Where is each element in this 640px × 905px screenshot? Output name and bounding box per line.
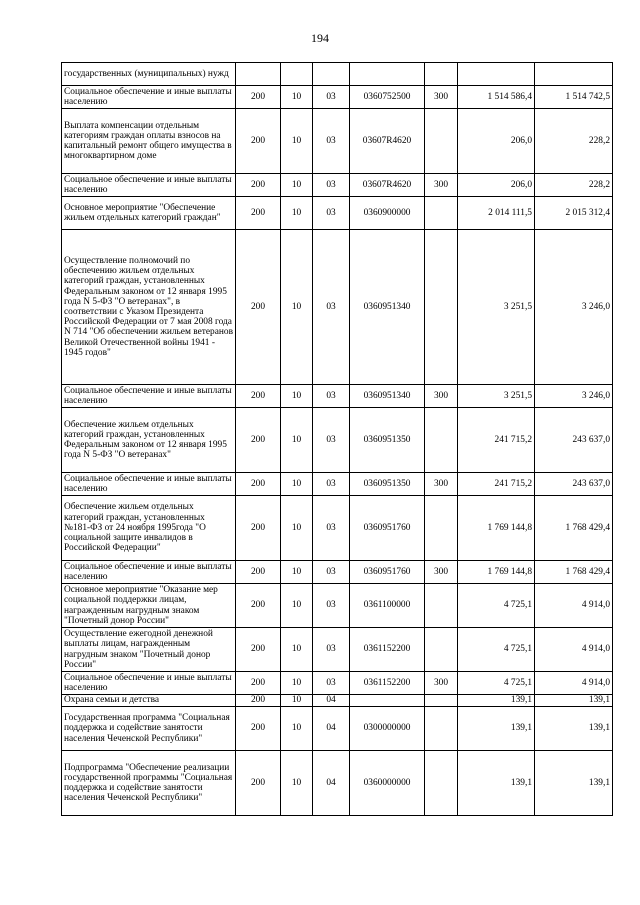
cell-expense-type xyxy=(425,628,458,672)
cell-amount-1: 1 769 144,8 xyxy=(458,561,535,584)
cell-pr: 10 xyxy=(281,230,313,385)
cell-name: Обеспечение жильем отдельных категорий граждан, установленных №181-ФЗ от 24 ноября 1995года "О социальной защите инвалидов в Российской Федерации" xyxy=(62,496,236,561)
cell-name: Охрана семьи и детства xyxy=(62,695,236,707)
cell-subsection: 03 xyxy=(313,197,350,230)
cell-amount-1: 139,1 xyxy=(458,751,535,816)
cell-amount-1 xyxy=(458,63,535,86)
cell-target-code: 0360900000 xyxy=(350,197,425,230)
cell-target-code: 0300000000 xyxy=(350,707,425,751)
cell-expense-type: 300 xyxy=(425,473,458,496)
table-row xyxy=(62,63,613,86)
table-row xyxy=(62,561,613,584)
cell-target-code xyxy=(350,695,425,707)
cell-amount-2: 3 246,0 xyxy=(535,385,613,408)
cell-amount-1: 139,1 xyxy=(458,695,535,707)
table-row xyxy=(62,672,613,695)
cell-name: Государственная программа "Социальная поддержка и содействие занятости населения Чеченской Республики" xyxy=(62,707,236,751)
cell-target-code: 0361100000 xyxy=(350,584,425,628)
cell-amount-2: 2 015 312,4 xyxy=(535,197,613,230)
cell-amount-1: 241 715,2 xyxy=(458,473,535,496)
cell-target-code: 03607R4620 xyxy=(350,174,425,197)
cell-expense-type xyxy=(425,408,458,473)
cell-amount-1: 4 725,1 xyxy=(458,672,535,695)
cell-subsection: 03 xyxy=(313,174,350,197)
cell-name: Выплата компенсации отдельным категориям граждан оплаты взносов на капитальный ремонт общего имущества в многоквартирном доме xyxy=(62,109,236,174)
cell-target-code: 0361152200 xyxy=(350,672,425,695)
cell-amount-1: 3 251,5 xyxy=(458,385,535,408)
cell-expense-type: 300 xyxy=(425,86,458,109)
cell-rz: 200 xyxy=(236,628,281,672)
cell-amount-2: 4 914,0 xyxy=(535,672,613,695)
table-row xyxy=(62,109,613,174)
cell-amount-2: 228,2 xyxy=(535,109,613,174)
cell-subsection: 04 xyxy=(313,707,350,751)
cell-pr: 10 xyxy=(281,197,313,230)
table-body xyxy=(62,63,613,816)
table-row xyxy=(62,385,613,408)
cell-rz: 200 xyxy=(236,408,281,473)
cell-target-code: 0361152200 xyxy=(350,628,425,672)
cell-rz: 200 xyxy=(236,695,281,707)
table-row xyxy=(62,496,613,561)
cell-pr xyxy=(281,63,313,86)
cell-amount-2: 139,1 xyxy=(535,695,613,707)
cell-subsection: 03 xyxy=(313,561,350,584)
table-row xyxy=(62,584,613,628)
cell-name: Основное мероприятие "Оказание мер социальной поддержки лицам, награжденным нагрудным знаком "Почетный донор России" xyxy=(62,584,236,628)
table-row xyxy=(62,197,613,230)
cell-amount-1: 139,1 xyxy=(458,707,535,751)
cell-target-code: 0360951760 xyxy=(350,561,425,584)
cell-expense-type xyxy=(425,109,458,174)
cell-target-code: 0360951350 xyxy=(350,408,425,473)
cell-pr: 10 xyxy=(281,707,313,751)
cell-amount-2: 243 637,0 xyxy=(535,408,613,473)
cell-amount-2: 4 914,0 xyxy=(535,628,613,672)
cell-target-code: 0360000000 xyxy=(350,751,425,816)
cell-target-code: 03607R4620 xyxy=(350,109,425,174)
cell-amount-1: 4 725,1 xyxy=(458,584,535,628)
cell-amount-1: 2 014 111,5 xyxy=(458,197,535,230)
cell-amount-2: 139,1 xyxy=(535,751,613,816)
cell-rz xyxy=(236,63,281,86)
cell-amount-1: 1 514 586,4 xyxy=(458,86,535,109)
cell-amount-2: 1 768 429,4 xyxy=(535,496,613,561)
budget-table xyxy=(61,62,613,816)
cell-amount-1: 206,0 xyxy=(458,174,535,197)
cell-pr: 10 xyxy=(281,408,313,473)
cell-subsection: 03 xyxy=(313,86,350,109)
cell-pr: 10 xyxy=(281,672,313,695)
cell-target-code: 0360951340 xyxy=(350,230,425,385)
cell-target-code: 0360951340 xyxy=(350,385,425,408)
cell-name: Социальное обеспечение и иные выплаты населению xyxy=(62,385,236,408)
cell-subsection: 03 xyxy=(313,672,350,695)
cell-subsection: 03 xyxy=(313,584,350,628)
cell-expense-type: 300 xyxy=(425,672,458,695)
page-number: 194 xyxy=(311,31,329,45)
cell-rz: 200 xyxy=(236,385,281,408)
cell-pr: 10 xyxy=(281,496,313,561)
cell-amount-2: 4 914,0 xyxy=(535,584,613,628)
cell-expense-type: 300 xyxy=(425,174,458,197)
cell-name: Обеспечение жильем отдельных категорий граждан, установленных Федеральным законом от 12 января 1995 года N 5-ФЗ "О ветеранах" xyxy=(62,408,236,473)
cell-pr: 10 xyxy=(281,473,313,496)
cell-subsection: 04 xyxy=(313,695,350,707)
cell-amount-2 xyxy=(535,63,613,86)
cell-amount-1: 206,0 xyxy=(458,109,535,174)
cell-amount-1: 1 769 144,8 xyxy=(458,496,535,561)
cell-pr: 10 xyxy=(281,174,313,197)
cell-amount-1: 241 715,2 xyxy=(458,408,535,473)
cell-name: Социальное обеспечение и иные выплаты населению xyxy=(62,86,236,109)
cell-name: Социальное обеспечение и иные выплаты населению xyxy=(62,473,236,496)
cell-expense-type xyxy=(425,230,458,385)
cell-amount-1: 4 725,1 xyxy=(458,628,535,672)
cell-expense-type xyxy=(425,751,458,816)
cell-target-code: 0360951760 xyxy=(350,496,425,561)
table-row xyxy=(62,695,613,707)
cell-rz: 200 xyxy=(236,473,281,496)
cell-pr: 10 xyxy=(281,751,313,816)
cell-pr: 10 xyxy=(281,109,313,174)
cell-amount-2: 243 637,0 xyxy=(535,473,613,496)
cell-rz: 200 xyxy=(236,109,281,174)
cell-amount-2: 3 246,0 xyxy=(535,230,613,385)
cell-target-code: 0360951350 xyxy=(350,473,425,496)
cell-subsection: 03 xyxy=(313,473,350,496)
table-row xyxy=(62,174,613,197)
cell-subsection: 03 xyxy=(313,109,350,174)
table-row xyxy=(62,408,613,473)
cell-expense-type xyxy=(425,496,458,561)
cell-subsection: 03 xyxy=(313,628,350,672)
table-row xyxy=(62,707,613,751)
cell-pr: 10 xyxy=(281,628,313,672)
cell-rz: 200 xyxy=(236,672,281,695)
cell-name: Подпрограмма "Обеспечение реализации государственной программы "Социальная поддержка и содействие занятости населения Чеченской Республики" xyxy=(62,751,236,816)
cell-pr: 10 xyxy=(281,86,313,109)
cell-expense-type xyxy=(425,707,458,751)
cell-pr: 10 xyxy=(281,561,313,584)
cell-rz: 200 xyxy=(236,584,281,628)
cell-subsection: 04 xyxy=(313,751,350,816)
cell-amount-2: 1 768 429,4 xyxy=(535,561,613,584)
cell-name: Осуществление ежегодной денежной выплаты лицам, награжденным нагрудным знаком "Почетный донор России" xyxy=(62,628,236,672)
cell-name: государственных (муниципальных) нужд xyxy=(62,63,236,86)
cell-name: Социальное обеспечение и иные выплаты населению xyxy=(62,561,236,584)
cell-expense-type xyxy=(425,695,458,707)
cell-expense-type xyxy=(425,197,458,230)
cell-name: Основное мероприятие "Обеспечение жильем отдельных категорий граждан" xyxy=(62,197,236,230)
cell-rz: 200 xyxy=(236,86,281,109)
cell-pr: 10 xyxy=(281,695,313,707)
cell-amount-2: 228,2 xyxy=(535,174,613,197)
table-row xyxy=(62,86,613,109)
cell-name: Социальное обеспечение и иные выплаты населению xyxy=(62,672,236,695)
cell-pr: 10 xyxy=(281,584,313,628)
cell-rz: 200 xyxy=(236,561,281,584)
cell-pr: 10 xyxy=(281,385,313,408)
cell-subsection: 03 xyxy=(313,385,350,408)
table-row xyxy=(62,230,613,385)
cell-expense-type xyxy=(425,584,458,628)
cell-target-code xyxy=(350,63,425,86)
cell-rz: 200 xyxy=(236,174,281,197)
cell-name: Социальное обеспечение и иные выплаты населению xyxy=(62,174,236,197)
cell-expense-type: 300 xyxy=(425,561,458,584)
cell-expense-type: 300 xyxy=(425,385,458,408)
cell-name: Осуществление полномочий по обеспечению жильем отдельных категорий граждан, установленных Федеральным законом от 12 января 1995 года N 5-ФЗ "О ветеранах", в соответствии с Указом Президента Российской Федерации от 7 мая 2008 года N 714 "Об обеспечении жильем ветеранов Великой Отечественной войны 1941 - 1945 годов" xyxy=(62,230,236,385)
cell-rz: 200 xyxy=(236,707,281,751)
table-row xyxy=(62,751,613,816)
table-row xyxy=(62,473,613,496)
cell-target-code: 0360752500 xyxy=(350,86,425,109)
cell-subsection xyxy=(313,63,350,86)
cell-subsection: 03 xyxy=(313,496,350,561)
cell-rz: 200 xyxy=(236,751,281,816)
cell-amount-2: 1 514 742,5 xyxy=(535,86,613,109)
cell-amount-1: 3 251,5 xyxy=(458,230,535,385)
cell-subsection: 03 xyxy=(313,230,350,385)
cell-rz: 200 xyxy=(236,496,281,561)
cell-rz: 200 xyxy=(236,230,281,385)
table-row xyxy=(62,628,613,672)
cell-amount-2: 139,1 xyxy=(535,707,613,751)
cell-rz: 200 xyxy=(236,197,281,230)
cell-subsection: 03 xyxy=(313,408,350,473)
cell-expense-type xyxy=(425,63,458,86)
